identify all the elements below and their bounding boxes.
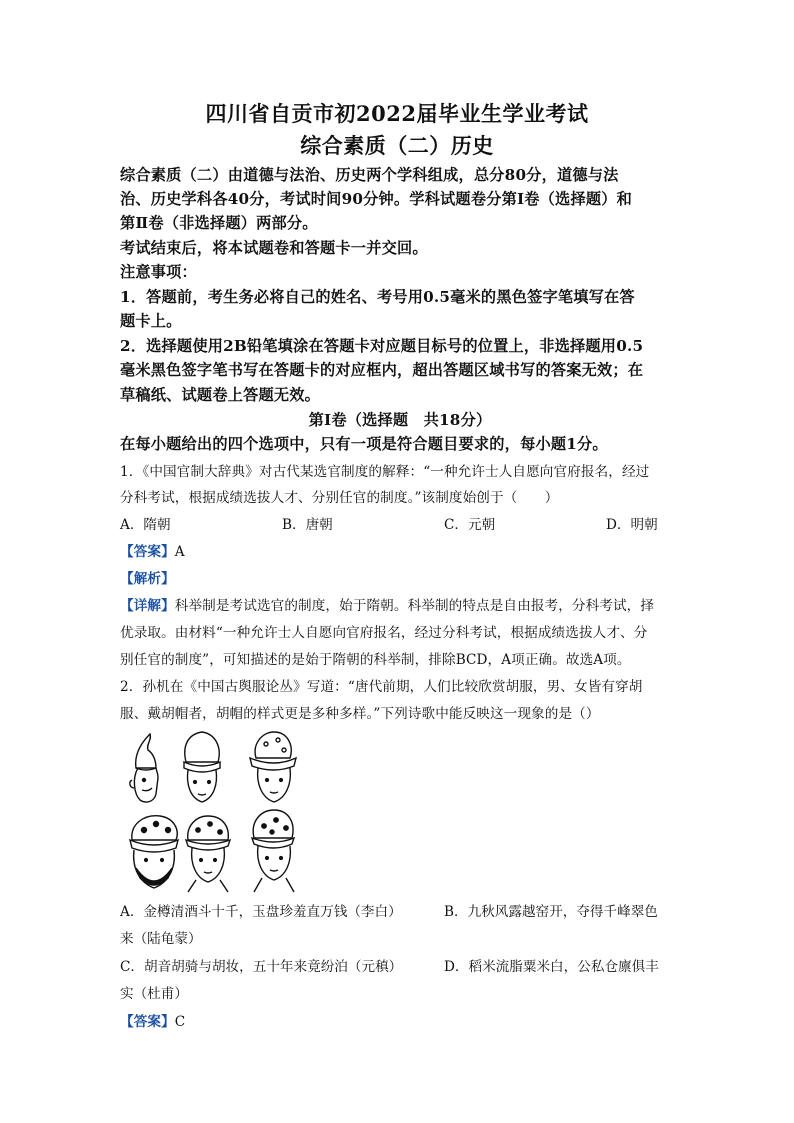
q2-option-b-2: 来（陆龟蒙） <box>120 931 202 947</box>
notice-1b: 题卡上。 <box>120 312 182 330</box>
q1-option-b: B．唐朝 <box>282 517 333 533</box>
section-title: 第Ⅰ卷（选择题 共18分） <box>308 411 492 429</box>
q1-detail-b: 优录取。由材料“一种允许士人自愿向官府报名，经过分科考试，根据成绩选拔人才、分 <box>120 625 648 641</box>
answer-tag: 【答案】 <box>120 1014 175 1030</box>
q2-option-d-2: 实（杜甫） <box>120 986 188 1002</box>
q2-option-c: C．胡音胡骑与胡妆，五十年来竟纷泊（元稹） <box>120 959 403 975</box>
q1-option-d: D．明朝 <box>606 517 658 533</box>
figure-dotted-hat-bearded <box>130 816 178 888</box>
q1-answer <box>120 540 680 560</box>
exam-subtitle: 综合素质（二）历史 <box>300 133 494 158</box>
q2-stem-a: 2．孙机在《中国古舆服论丛》写道：“唐代前期，人们比较欣赏胡服，男、女皆有穿胡 <box>120 679 643 695</box>
figure-ornamented-hat <box>250 732 296 802</box>
figure-dotted-round-hat <box>186 816 230 892</box>
section-instruction: 在每小题给出的四个选项中，只有一项是符合题目要求的，每小题1分。 <box>120 435 608 453</box>
intro-line-3: 第Ⅱ卷（非选择题）两部分。 <box>120 214 318 232</box>
q1-stem-b: 分科考试，根据成绩选拔人才、分别任官的制度。”该制度始创于（ ） <box>120 490 559 506</box>
q2-answer <box>120 1010 680 1030</box>
notice-title: 注意事项： <box>120 263 197 281</box>
q2-option-a: A．金樽清酒斗十千，玉盘珍羞直万钱（李白） <box>120 904 402 920</box>
q1-stem-a: 1．《中国官制大辞典》对古代某选官制度的解释：“一种允许士人自愿向官府报名，经过 <box>120 464 650 480</box>
q1-detail-a <box>120 594 680 614</box>
q1-analysis <box>120 567 680 587</box>
exam-title: 四川省自贡市初2022届毕业生学业考试 <box>205 101 589 126</box>
intro-line-2: 治、历史学科各40分，考试时间90分钟。学科试题卷分第Ⅰ卷（选择题）和 <box>120 190 632 208</box>
intro-line-1: 综合素质（二）由道德与法治、历史两个学科组成，总分80分，道德与法 <box>120 166 619 184</box>
answer-value: A <box>174 544 185 560</box>
figure-pointed-hat <box>130 734 158 802</box>
answer-value: C <box>174 1014 186 1030</box>
answer-tag: 【答案】 <box>120 544 175 560</box>
q2-option-b-1: B．九秋风露越窑开，夺得千峰翠色 <box>444 904 658 920</box>
q2-option-d-1: D．稻米流脂粟米白，公私仓廪俱丰 <box>444 959 659 975</box>
q1-option-c: C．元朝 <box>444 517 496 533</box>
notice-1a: 1．答题前，考生务必将自己的姓名、考号用0.5毫米的黑色签字笔填写在答 <box>120 288 635 306</box>
detail-text: 科举制是考试选官的制度，始于隋朝。科举制的特点是自由报考，分科考试，择 <box>174 598 655 614</box>
notice-2b: 毫米黑色签字笔书写在答题卡的对应框内，超出答题区域书写的答案无效；在 <box>120 361 644 379</box>
q1-option-a: A．隋朝 <box>120 517 171 533</box>
notice-2c: 草稿纸、试题卷上答题无效。 <box>120 386 321 404</box>
q2-stem-b: 服、戴胡帽者，胡帽的样式更是多种多样。”下列诗歌中能反映这一现象的是（） <box>120 706 600 722</box>
figure-tall-hat <box>184 732 220 802</box>
hu-hats-illustration <box>122 728 302 894</box>
analysis-tag: 【解析】 <box>120 571 175 587</box>
figure-tall-dotted-hat <box>252 810 294 892</box>
intro-line-4: 考试结束后，将本试题卷和答题卡一并交回。 <box>120 239 428 257</box>
notice-2a: 2．选择题使用2B铅笔填涂在答题卡对应题目标号的位置上，非选择题用0.5 <box>120 337 644 355</box>
q1-detail-c: 别任官的制度”，可知描述的是始于隋朝的科举制，排除BCD，A项正确。故选A项。 <box>120 652 631 668</box>
detail-tag: 【详解】 <box>120 598 175 614</box>
